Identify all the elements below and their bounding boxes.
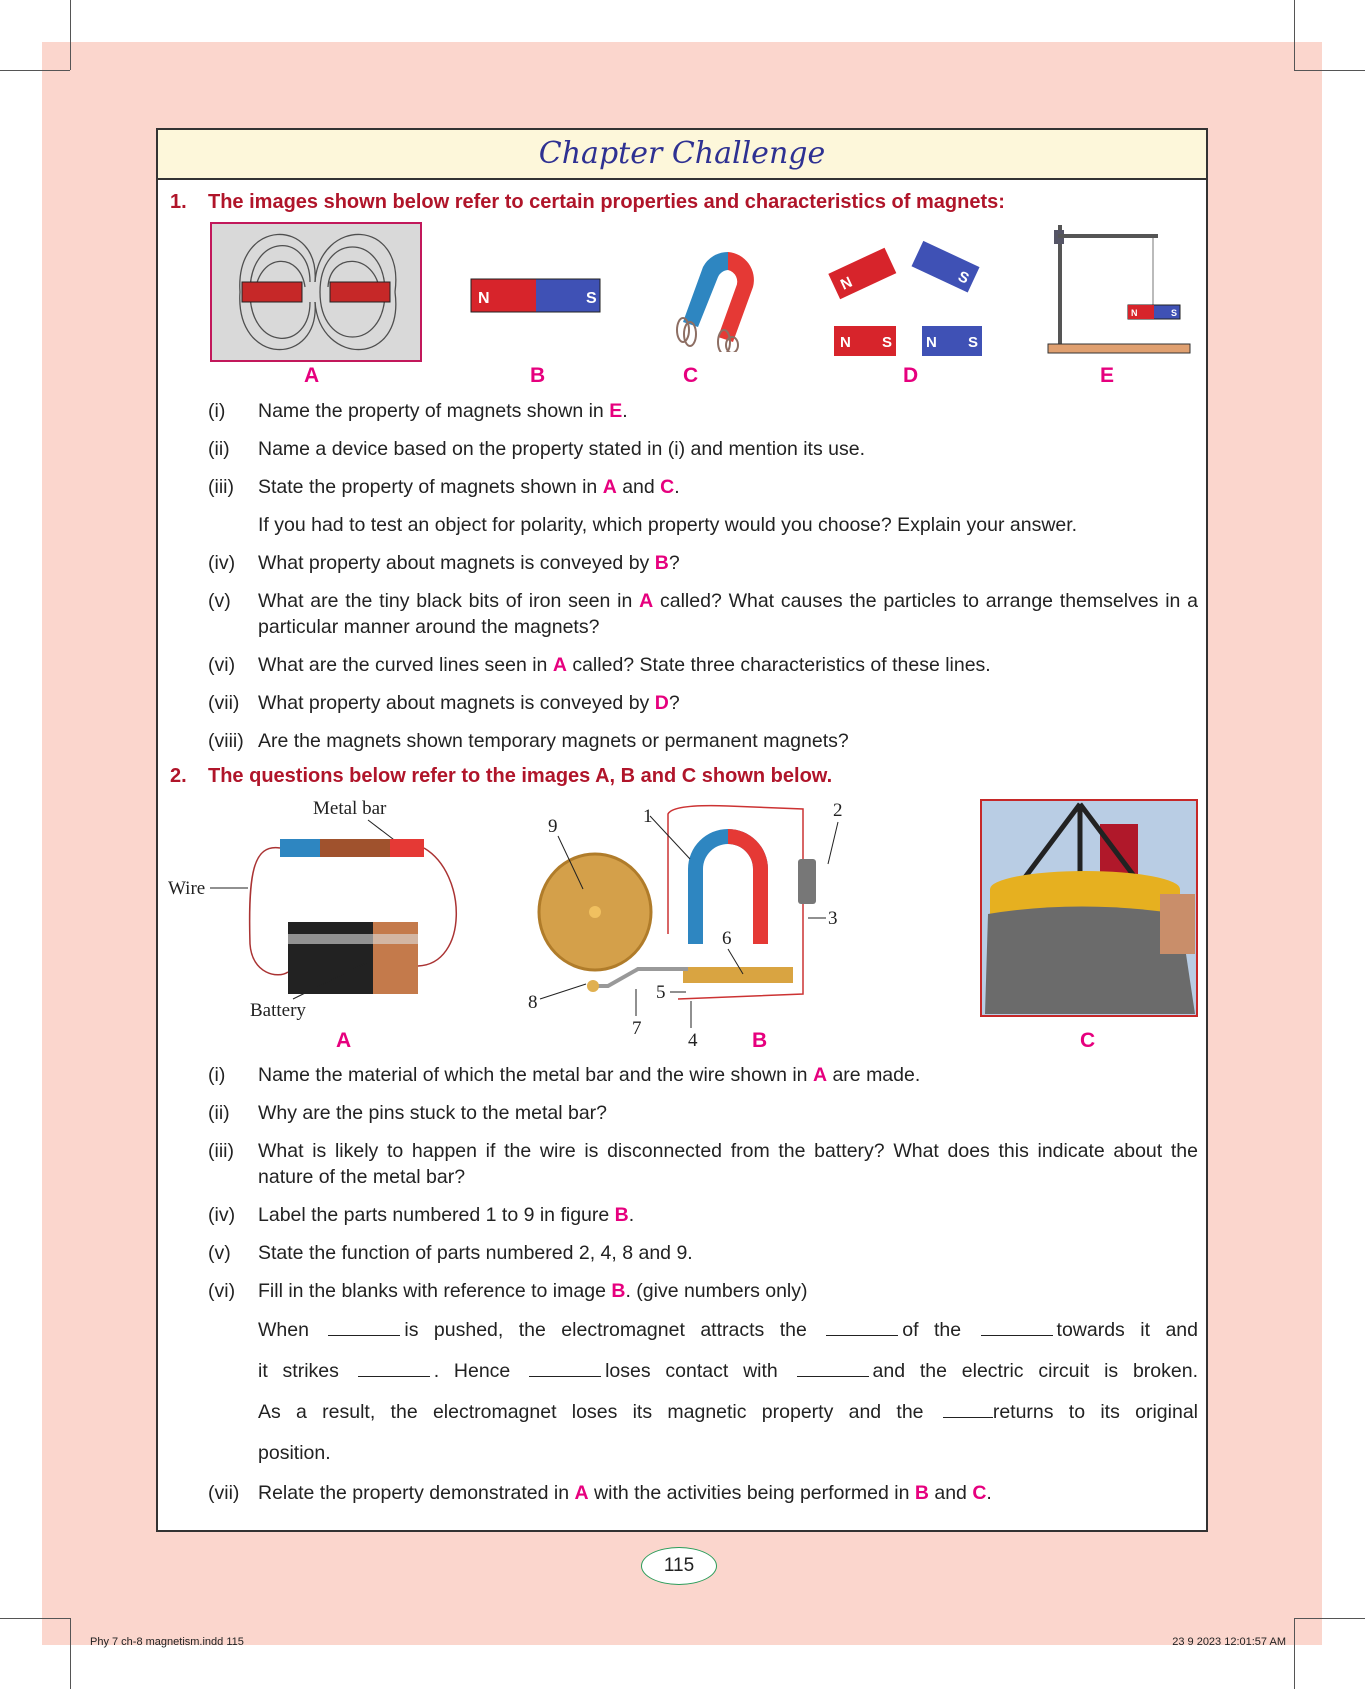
item-number: (ii) [208,1102,230,1124]
text-segment: . [628,1204,635,1226]
item-number: (v) [208,1242,231,1264]
text-segment: If you had to test an object for polarity, which property would you choose? Explain your answer. [258,514,1078,536]
figure-reference: A [552,654,567,676]
svg-text:1: 1 [643,806,653,827]
svg-text:5: 5 [656,982,666,1003]
item-number-spacer [208,1357,258,1386]
text-segment: Name a device based on the property stated in (i) and mention its use. [258,438,866,460]
blank-field[interactable] [797,1359,869,1377]
electromagnet-circuit-figure-a [168,794,478,1024]
question-item [208,1234,1198,1272]
blank-field[interactable] [826,1318,898,1336]
question-item [208,392,1198,430]
crop-mark [1294,1618,1365,1619]
text-segment: with the activities being performed in [588,1482,915,1504]
text-segment: What are the curved lines seen in [258,654,553,676]
svg-text:4: 4 [688,1030,698,1051]
question-item [208,468,1198,506]
text-segment: As a result, the electromagnet loses its magnetic property and the [258,1401,939,1423]
crop-mark [0,70,70,71]
item-number: (vi) [208,654,236,676]
figure-reference: B [914,1482,929,1504]
title-bar [158,130,1206,180]
question-item [208,722,1198,760]
question-item [208,430,1198,468]
question-item [208,582,1198,646]
figure-reference: B [611,1280,626,1302]
figure-label-b: B [752,1029,768,1052]
item-number [208,512,258,538]
svg-text:7: 7 [632,1018,642,1039]
item-number: (v) [208,590,231,612]
text-segment: State the function of parts numbered 2, 4, 8 and 9. [258,1242,693,1264]
crop-mark [0,1618,70,1619]
question-item [208,646,1198,684]
text-segment: . (give numbers only) [625,1280,808,1302]
question-text: The questions below refer to the images A, B and C shown below. [208,765,833,787]
question-item [208,1132,1198,1196]
text-segment: Fill in the blanks with reference to image [258,1280,612,1302]
figure-reference: A [639,590,654,612]
figure-reference: C [972,1482,987,1504]
svg-text:S: S [955,267,972,288]
item-number: (i) [208,1064,226,1086]
item-number: (iii) [208,1140,234,1162]
footer-file-info: Phy 7 ch-8 magnetism.indd 115 [90,1636,244,1648]
text-segment: called? State three characteristics of these lines. [566,654,991,676]
svg-text:S: S [882,334,893,351]
figure-reference: A [574,1482,589,1504]
blank-field[interactable] [328,1318,400,1336]
text-segment: What property about magnets is conveyed by [258,692,655,714]
question-item [208,1196,1198,1234]
item-number: (ii) [208,438,230,460]
text-segment: What are the tiny black bits of iron seen in [258,590,640,612]
text-segment: returns to its original [992,1401,1198,1423]
crop-mark [1294,0,1295,70]
item-text [258,398,1198,424]
horseshoe-magnet-figure-c [658,242,768,352]
item-number: (i) [208,400,226,422]
figure-reference: C [660,476,675,498]
item-text [258,652,1198,678]
page-number: 115 [641,1547,717,1585]
text-segment: ? [668,552,680,574]
svg-text:2: 2 [833,800,843,821]
text-segment: called? What causes the particles to arrange themselves in a particular manner around the magnets? [258,590,1199,638]
chapter-challenge-box [156,128,1208,1532]
item-text [258,728,1198,754]
figure-label-a: A [336,1029,352,1052]
text-segment: . [674,476,680,498]
question-number: 1. [170,191,187,213]
text-segment: and [928,1482,973,1504]
figure-label-b: B [530,364,546,387]
item-text [258,690,1198,716]
svg-text:S: S [968,334,979,351]
item-number-spacer [208,1316,258,1345]
svg-text:N: N [926,334,937,351]
figure-reference: A [812,1064,828,1086]
item-text [258,436,1198,462]
crop-mark [70,0,71,70]
question-number: 2. [170,765,187,787]
figure-reference: A [602,476,617,498]
question-item [208,1272,1198,1310]
page-title: Chapter Challenge [538,136,826,171]
item-number-spacer [208,1398,258,1427]
svg-text:N: N [1131,308,1138,318]
blank-field[interactable] [358,1359,430,1377]
text-segment: . [622,400,628,422]
bar-magnet-figure-b [470,278,602,314]
footer-timestamp: 23 9 2023 12:01:57 AM [1172,1636,1286,1648]
question-item [208,1474,1198,1512]
question-1-items [208,392,1198,760]
svg-text:N: N [478,290,490,307]
question-2-heading [170,764,1206,788]
text-segment: State the property of magnets shown in [258,476,603,498]
text-segment: is pushed, the electromagnet attracts the [404,1319,823,1341]
item-number: (vi) [208,1280,236,1302]
fill-in-text [258,1357,1198,1386]
text-segment: Why are the pins stuck to the metal bar? [258,1102,608,1124]
text-segment: of the [902,1319,977,1341]
question-text: The images shown below refer to certain properties and characteristics of magnets: [208,191,1005,213]
svg-text:S: S [1171,308,1178,318]
text-segment: and [616,476,661,498]
question-2-items [208,1056,1198,1512]
text-segment: When [258,1319,325,1341]
svg-text:6: 6 [722,928,732,949]
svg-text:3: 3 [828,908,838,929]
text-segment: What property about magnets is conveyed by [258,552,655,574]
text-segment: are made. [827,1064,921,1086]
blank-field[interactable] [981,1318,1053,1336]
crop-mark [70,1618,71,1689]
fill-in-text [258,1316,1198,1345]
question-1-figures [158,214,1206,392]
figure-label-a: A [304,364,320,387]
svg-text:Battery: Battery [250,1000,306,1021]
blank-field[interactable] [529,1359,601,1377]
text-segment: it strikes [258,1360,354,1382]
figure-label-c: C [1080,1029,1096,1052]
svg-text:8: 8 [528,992,538,1013]
question-item [208,1056,1198,1094]
item-text [258,1100,1198,1126]
svg-text:N: N [840,334,851,351]
electric-bell-figure-b [528,794,848,1054]
fill-in-line [208,1392,1198,1433]
text-segment: . [986,1482,992,1504]
fill-in-line [208,1310,1198,1351]
item-text [258,1480,1198,1506]
item-number: (iv) [208,1204,236,1226]
svg-text:S: S [586,290,597,307]
item-number: (iv) [208,552,236,574]
question-item [208,544,1198,582]
text-segment: and the electric circuit is broken. [872,1360,1198,1382]
figure-label-d: D [903,364,919,387]
item-text [258,588,1198,640]
iron-filings-figure-a [210,222,422,362]
text-segment: Name the material of which the metal bar and the wire shown in [258,1064,813,1086]
svg-text:Metal bar: Metal bar [313,798,387,819]
item-text [258,1138,1198,1190]
figure-reference: B [614,1204,629,1226]
text-segment: position. [258,1442,331,1464]
item-number-spacer [208,1439,258,1468]
item-number: (iii) [208,476,234,498]
svg-text:9: 9 [548,816,558,837]
broken-magnets-figure-d [826,238,986,363]
text-segment: towards it and [1056,1319,1198,1341]
fill-in-text [258,1398,1198,1427]
figure-label-c: C [683,364,699,387]
question-item [208,506,1198,544]
fill-in-line [208,1433,1198,1474]
item-text [258,1240,1198,1266]
text-segment: loses contact with [605,1360,793,1382]
text-segment: ? [668,692,680,714]
question-item [208,684,1198,722]
text-segment: Name the property of magnets shown in [258,400,610,422]
item-number: (viii) [208,730,244,752]
figure-reference: B [654,552,669,574]
suspended-magnet-stand-figure-e [1046,220,1196,360]
text-segment: Are the magnets shown temporary magnets or permanent magnets? [258,730,849,752]
text-segment: . Hence [433,1360,526,1382]
figure-reference: E [609,400,623,422]
item-text [258,1202,1198,1228]
svg-text:N: N [838,273,856,294]
crop-mark [1294,1618,1295,1689]
figure-label-e: E [1100,364,1115,387]
text-segment: Relate the property demonstrated in [258,1482,575,1504]
item-text [258,1278,1198,1304]
text-segment: Label the parts numbered 1 to 9 in figure [258,1204,615,1226]
fill-in-line [208,1351,1198,1392]
text-segment: What is likely to happen if the wire is disconnected from the battery? What does this indicate about the nature of the metal bar? [258,1140,1198,1188]
question-1-heading [170,190,1206,214]
item-text [258,1062,1198,1088]
question-item [208,1094,1198,1132]
question-2-figures [158,788,1206,1056]
crop-mark [1294,70,1365,71]
figure-reference: D [654,692,669,714]
item-number: (vii) [208,692,240,714]
item-number: (vii) [208,1482,240,1504]
svg-text:Wire: Wire [168,878,206,899]
item-text [258,474,1198,500]
item-text [258,512,1198,538]
blank-field[interactable] [943,1400,993,1418]
item-text [258,550,1198,576]
crane-electromagnet-photo-figure-c [980,799,1198,1017]
